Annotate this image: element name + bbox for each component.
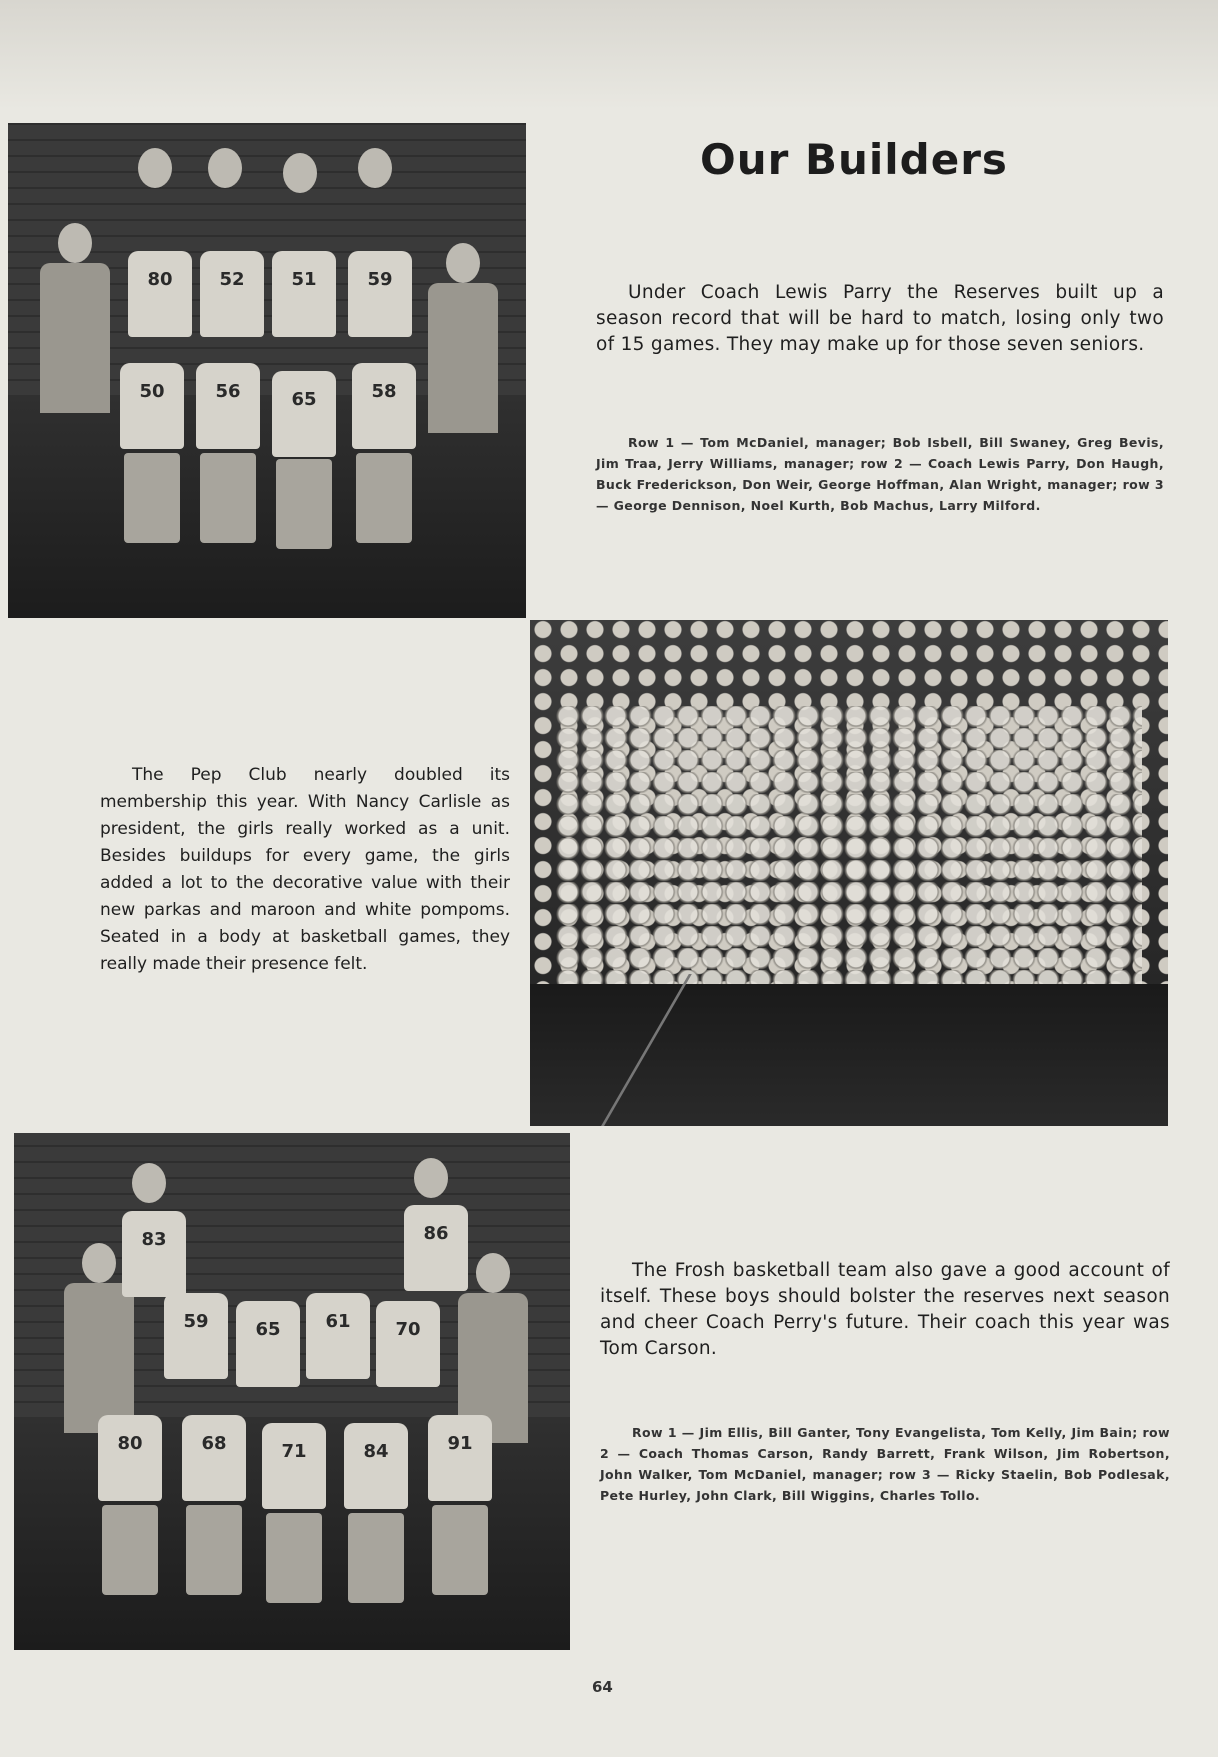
player-legs (124, 453, 180, 543)
page-edge (0, 0, 1218, 110)
player-head (132, 1163, 166, 1203)
player-legs (276, 459, 332, 549)
reserves-summary: Under Coach Lewis Parry the Reserves built up a season record that will be hard to match, losing only two of 15 games. They may make up for those seven seniors. (596, 282, 1164, 355)
jersey-front-2: 68 (182, 1415, 246, 1501)
player-head (358, 148, 392, 188)
jersey-front-3: 65 (272, 371, 336, 457)
jersey-back-3: 51 (272, 251, 336, 337)
jersey-front-4: 84 (344, 1423, 408, 1509)
frosh-team-photo (14, 1133, 570, 1650)
player-head (138, 148, 172, 188)
jersey-back-2: 52 (200, 251, 264, 337)
jersey-middle-1: 59 (164, 1293, 228, 1379)
jersey-front-3: 71 (262, 1423, 326, 1509)
manager-head (446, 243, 480, 283)
jersey-top-2: 86 (404, 1205, 468, 1291)
player-legs (348, 1513, 404, 1603)
player-head (208, 148, 242, 188)
coach-figure (40, 263, 110, 413)
jersey-middle-3: 61 (306, 1293, 370, 1379)
coach-head (82, 1243, 116, 1283)
jersey-front-2: 56 (196, 363, 260, 449)
manager-figure (428, 283, 498, 433)
manager-head (476, 1253, 510, 1293)
page-title: Our Builders (700, 135, 1008, 184)
player-legs (266, 1513, 322, 1603)
frosh-caption: Row 1 — Jim Ellis, Bill Ganter, Tony Evangelista, Tom Kelly, Jim Bain; row 2 — Coach Thomas Carson, Randy Barrett, Frank Wilson, Jim Robertson, John Walker, Tom McDaniel, manager; row 3 — Ricky Staelin, Bob Podlesak, Pete Hurley, John Clark, Bill Wiggins, Charles Tollo. (600, 1425, 1170, 1503)
page-number: 64 (592, 1678, 613, 1696)
jersey-top-1: 83 (122, 1211, 186, 1297)
reserves-caption: Row 1 — Tom McDaniel, manager; Bob Isbell, Bill Swaney, Greg Bevis, Jim Traa, Jerry Williams, manager; row 2 — Coach Lewis Parry, Don Haugh, Buck Frederickson, Don Weir, George Hoffman, Alan Wright, manager; row 3 — George Dennison, Noel Kurth, Bob Machus, Larry Milford. (596, 435, 1164, 513)
jersey-front-1: 50 (120, 363, 184, 449)
jersey-front-1: 80 (98, 1415, 162, 1501)
player-legs (432, 1505, 488, 1595)
jersey-back-1: 80 (128, 251, 192, 337)
frosh-summary: The Frosh basketball team also gave a good account of itself. These boys should bolster the reserves next season and cheer Coach Perry's future. Their coach this year was Tom Carson. (600, 1260, 1170, 1359)
player-legs (186, 1505, 242, 1595)
jersey-back-4: 59 (348, 251, 412, 337)
gym-floor (530, 984, 1168, 1126)
player-legs (356, 453, 412, 543)
coach-figure (64, 1283, 134, 1433)
crowd-rows (556, 706, 1143, 984)
player-legs (200, 453, 256, 543)
pep-club-text: The Pep Club nearly doubled its membership this year. With Nancy Carlisle as president, the girls really worked as a unit. Besides buildups for every game, the girls added a lot to the decorative value with their new parkas and maroon and white pompoms. Seated in a body at basketball games, they really made their presence felt. (100, 765, 510, 974)
jersey-front-4: 58 (352, 363, 416, 449)
jersey-middle-4: 70 (376, 1301, 440, 1387)
jersey-middle-2: 65 (236, 1301, 300, 1387)
player-head (283, 153, 317, 193)
jersey-front-5: 91 (428, 1415, 492, 1501)
player-head (414, 1158, 448, 1198)
coach-head (58, 223, 92, 263)
player-legs (102, 1505, 158, 1595)
reserves-team-photo (8, 123, 526, 618)
pep-club-photo (530, 620, 1168, 1126)
